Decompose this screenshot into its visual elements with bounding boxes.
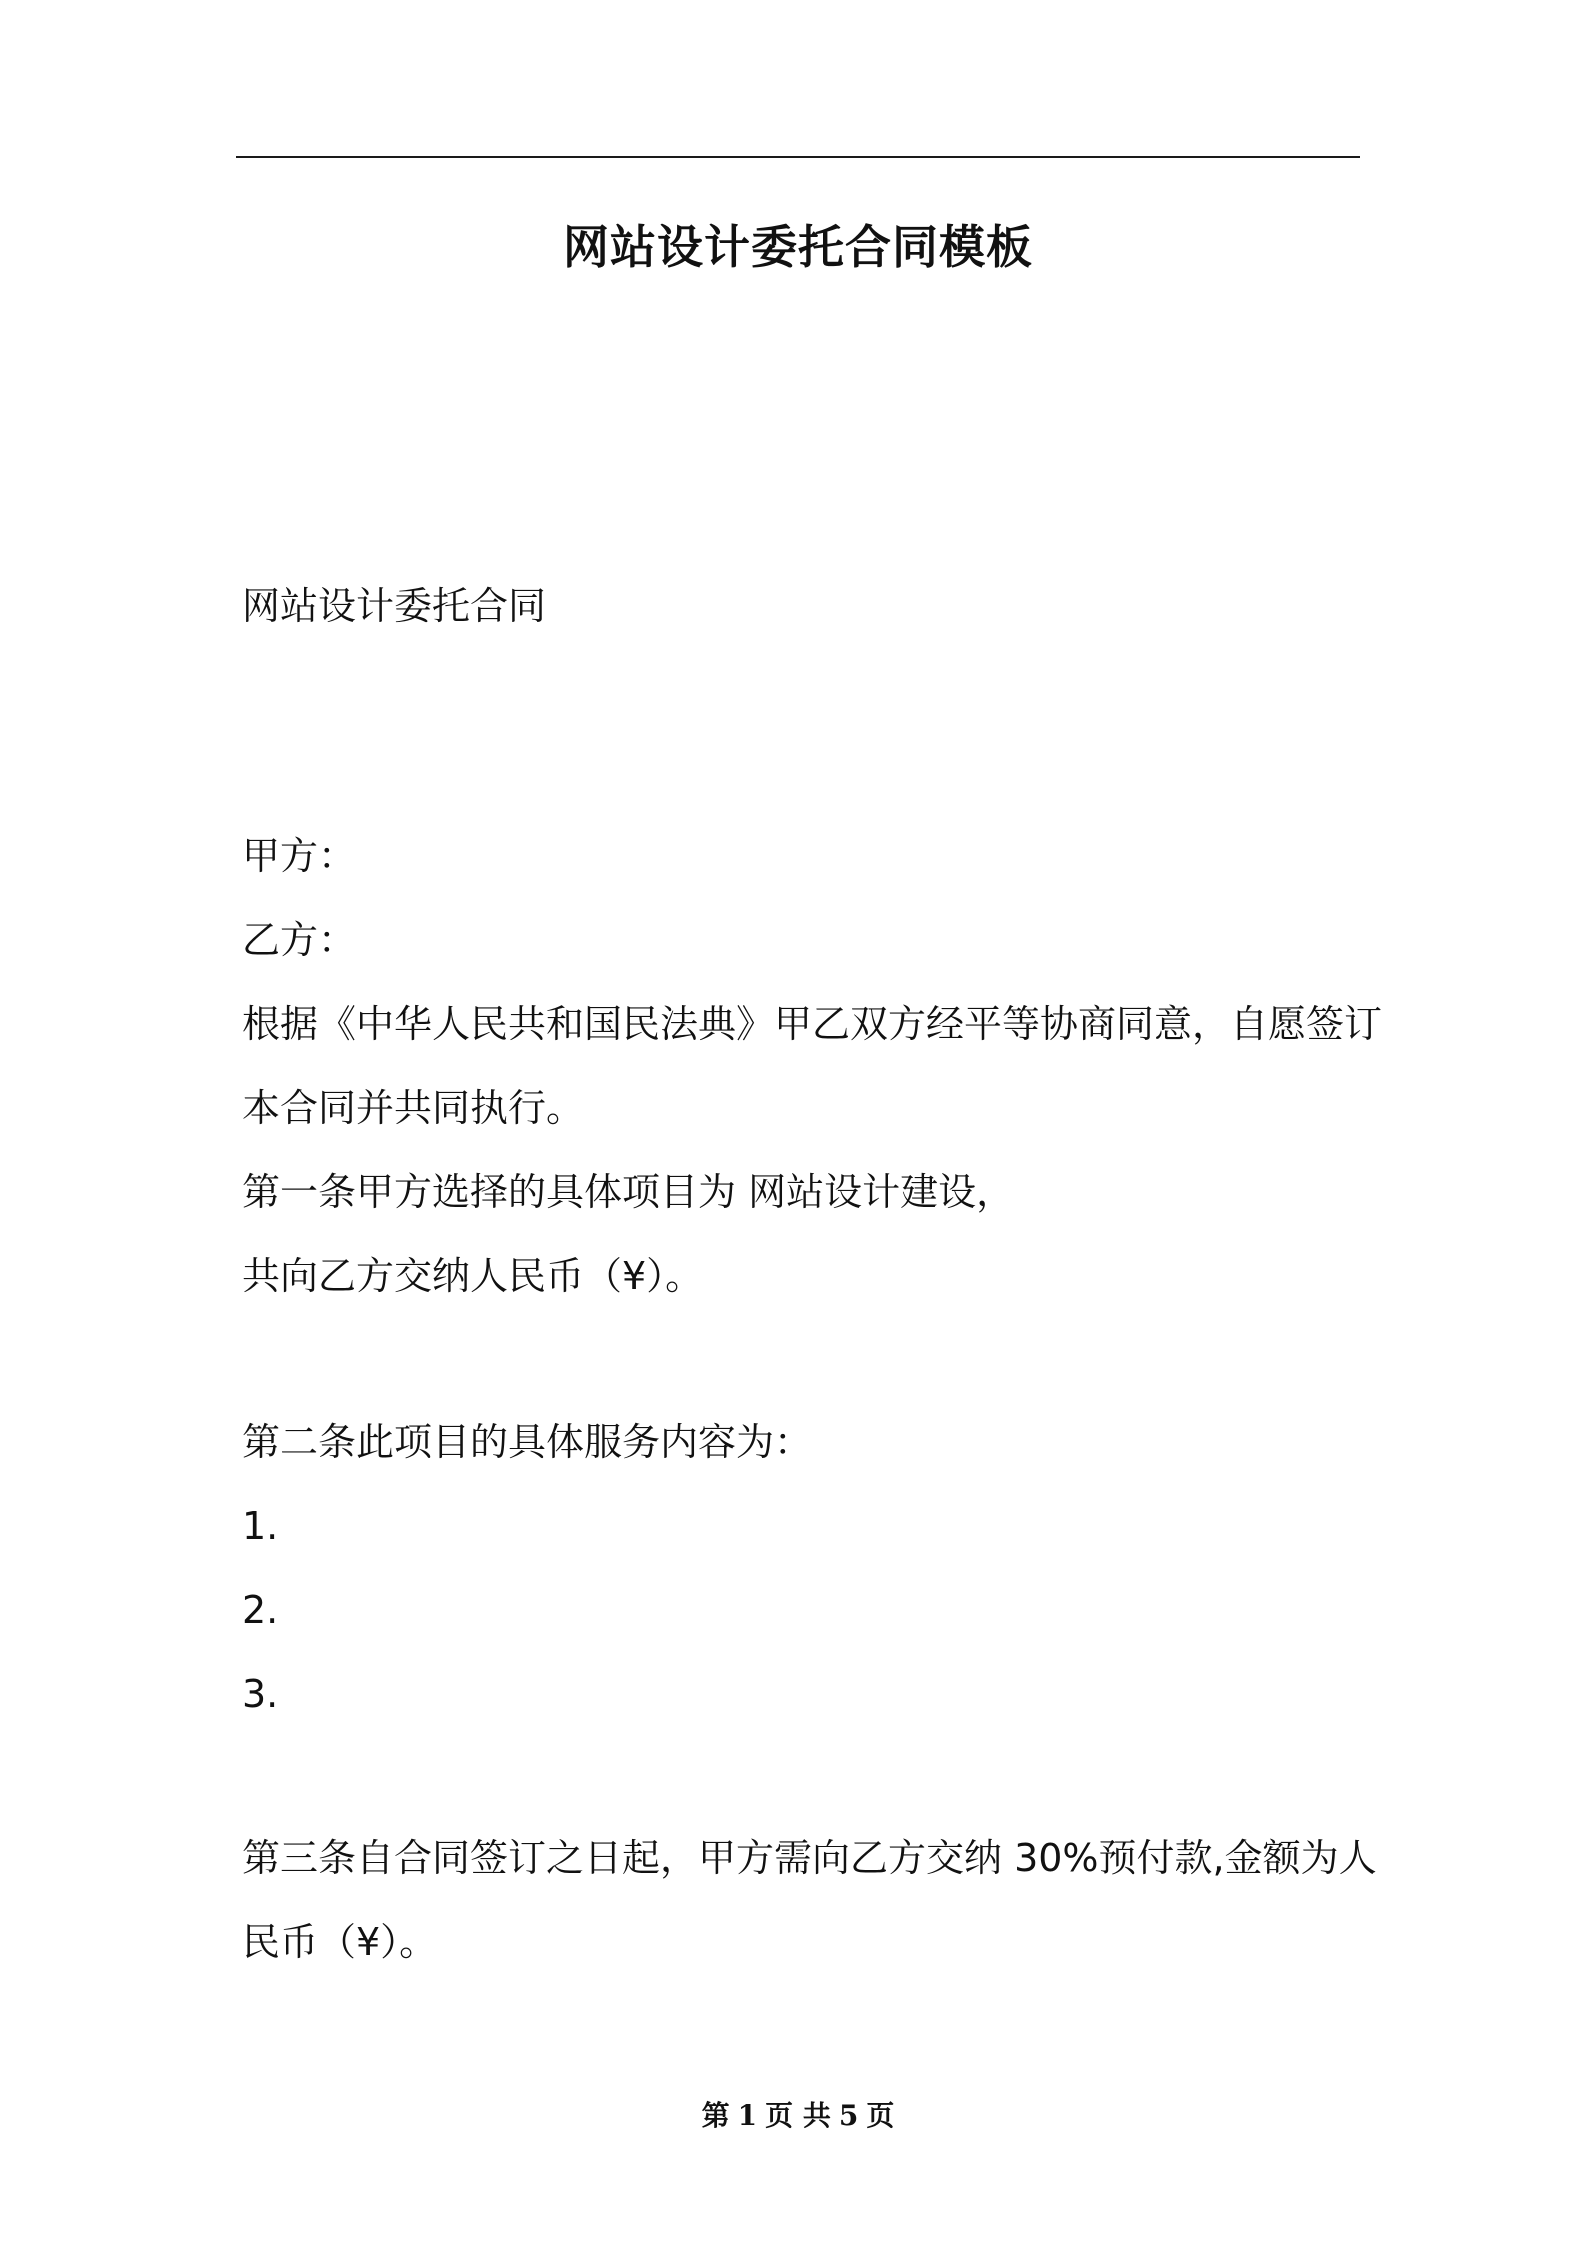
page-footer <box>236 2096 1360 2136</box>
document-title: 网站设计委托合同模板 <box>563 220 1033 274</box>
article-2-heading: 第二条此项目的具体服务内容为： <box>242 1420 813 1464</box>
preamble-line-2: 本合同并共同执行。 <box>242 1086 585 1130</box>
footer-total-pages: 5 <box>838 2099 859 2132</box>
list-item-3: 3. <box>242 1672 279 1716</box>
article-3-line-2: 民币（¥）。 <box>242 1920 438 1964</box>
footer-prefix: 第 <box>701 2099 730 2132</box>
list-item-2: 2. <box>242 1588 279 1632</box>
preamble-line-1: 根据《中华人民共和国民法典》甲乙双方经平等协商同意，自愿签订 <box>242 1002 1383 1046</box>
party-b-label: 乙方： <box>242 918 357 962</box>
footer-suffix: 页 <box>866 2099 895 2132</box>
header-divider <box>236 156 1360 158</box>
party-a-label: 甲方： <box>242 834 357 878</box>
footer-current-page: 1 <box>737 2099 758 2132</box>
article-3-line-1: 第三条自合同签订之日起，甲方需向乙方交纳 30%预付款,金额为人 <box>242 1836 1377 1880</box>
document-subtitle: 网站设计委托合同 <box>242 584 547 628</box>
list-item-1: 1. <box>242 1504 279 1548</box>
footer-middle: 页 共 <box>765 2099 831 2132</box>
article-1-line-1: 第一条甲方选择的具体项目为 网站设计建设， <box>242 1170 1015 1214</box>
article-1-line-2: 共向乙方交纳人民币（¥）。 <box>242 1254 704 1298</box>
